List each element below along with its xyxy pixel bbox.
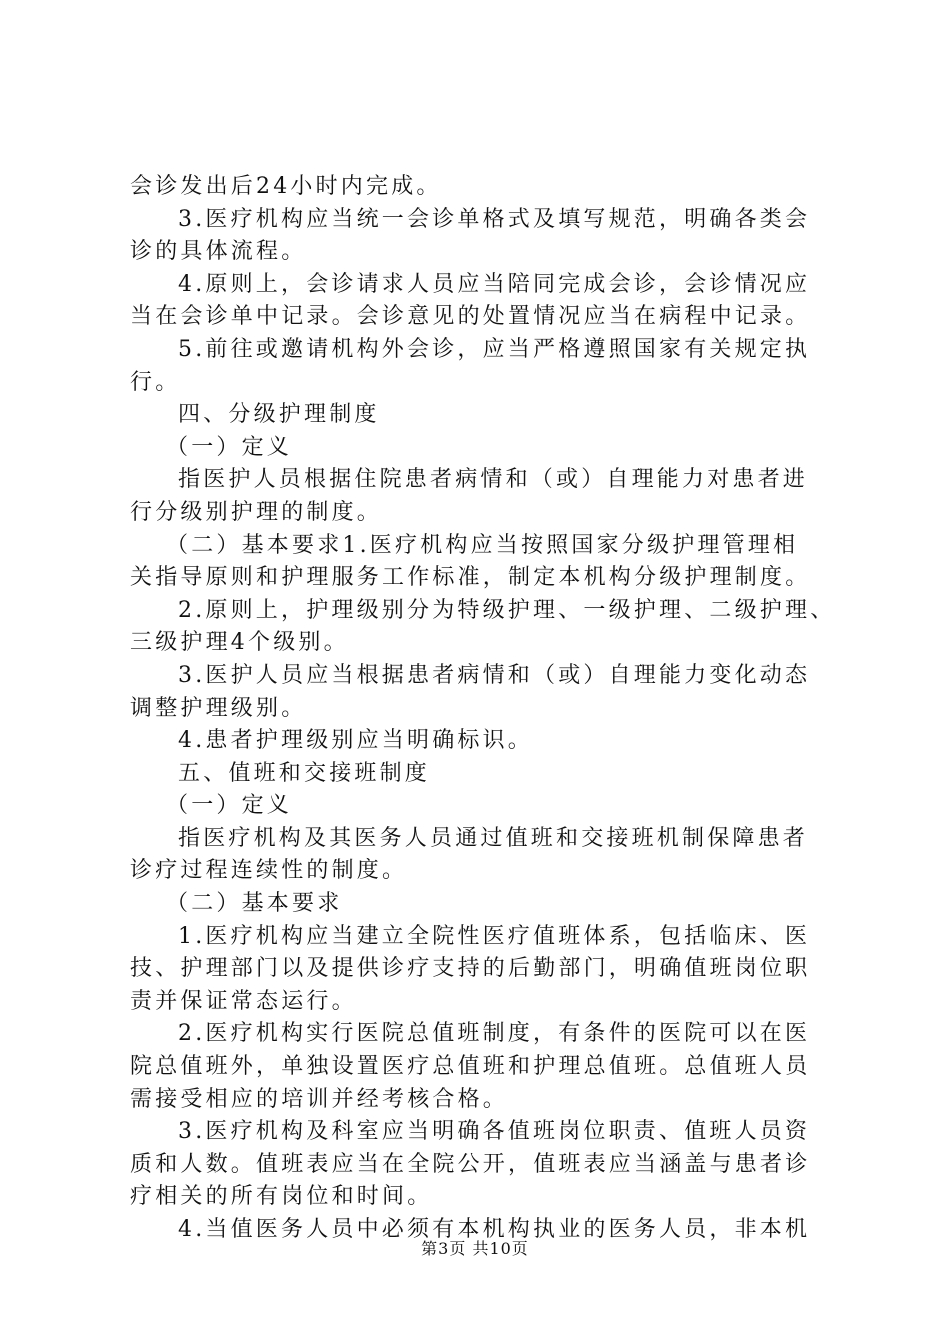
text-line: 院总值班外，单独设置医疗总值班和护理总值班。总值班人员 [130, 1054, 811, 1080]
text-line: 4.患者护理级别应当明确标识。 [178, 728, 533, 754]
text-line: 需接受相应的培训并经考核合格。 [130, 1086, 509, 1112]
page-number-footer: 第3页 共10页 [421, 1239, 529, 1258]
subsection-heading: （二）基本要求 [166, 891, 343, 917]
text-line: （二）基本要求1.医疗机构应当按照国家分级护理管理相 [166, 532, 799, 558]
text-line: 当在会诊单中记录。会诊意见的处置情况应当在病程中记录。 [130, 304, 811, 330]
text-line: 诊疗过程连续性的制度。 [130, 858, 408, 884]
text-line: 会诊发出后24小时内完成。 [130, 174, 442, 199]
text-line: 4.原则上，会诊请求人员应当陪同完成会诊，会诊情况应 [178, 271, 811, 297]
text-line: 关指导原则和护理服务工作标准，制定本机构分级护理制度。 [130, 565, 811, 591]
text-line: 指医护人员根据住院患者病情和（或）自理能力对患者进 [178, 467, 809, 493]
text-line: 质和人数。值班表应当在全院公开，值班表应当涵盖与患者诊 [130, 1151, 811, 1177]
subsection-heading: （一）定义 [166, 434, 293, 460]
text-line: 调整护理级别。 [130, 695, 307, 721]
text-line: 诊的具体流程。 [130, 239, 307, 265]
document-body [130, 171, 842, 1247]
text-line: 3.医疗机构应当统一会诊单格式及填写规范，明确各类会 [178, 206, 811, 232]
text-line: 2.医疗机构实行医院总值班制度，有条件的医院可以在医 [178, 1021, 811, 1047]
text-line: 三级护理4个级别。 [130, 630, 349, 656]
text-line: 1.医疗机构应当建立全院性医疗值班体系，包括临床、医 [178, 923, 811, 949]
text-line: 行分级别护理的制度。 [130, 499, 383, 525]
text-line: 疗相关的所有岗位和时间。 [130, 1184, 433, 1210]
text-line: 指医疗机构及其医务人员通过值班和交接班机制保障患者 [178, 825, 809, 851]
text-line: 3.医疗机构及科室应当明确各值班岗位职责、值班人员资 [178, 1119, 811, 1145]
section-heading: 四、分级护理制度 [178, 402, 380, 428]
text-line: 责并保证常态运行。 [130, 988, 357, 1014]
text-line: 行。 [130, 369, 181, 395]
subsection-heading: （一）定义 [166, 793, 293, 819]
text-line: 3.医护人员应当根据患者病情和（或）自理能力变化动态 [178, 662, 811, 688]
text-line: 技、护理部门以及提供诊疗支持的后勤部门，明确值班岗位职 [130, 956, 811, 982]
text-line: 4.当值医务人员中必须有本机构执业的医务人员，非本机 [178, 1217, 811, 1242]
text-line: 2.原则上，护理级别分为特级护理、一级护理、二级护理、 [178, 597, 836, 623]
section-heading: 五、值班和交接班制度 [178, 760, 431, 786]
text-line: 5.前往或邀请机构外会诊，应当严格遵照国家有关规定执 [178, 336, 811, 362]
